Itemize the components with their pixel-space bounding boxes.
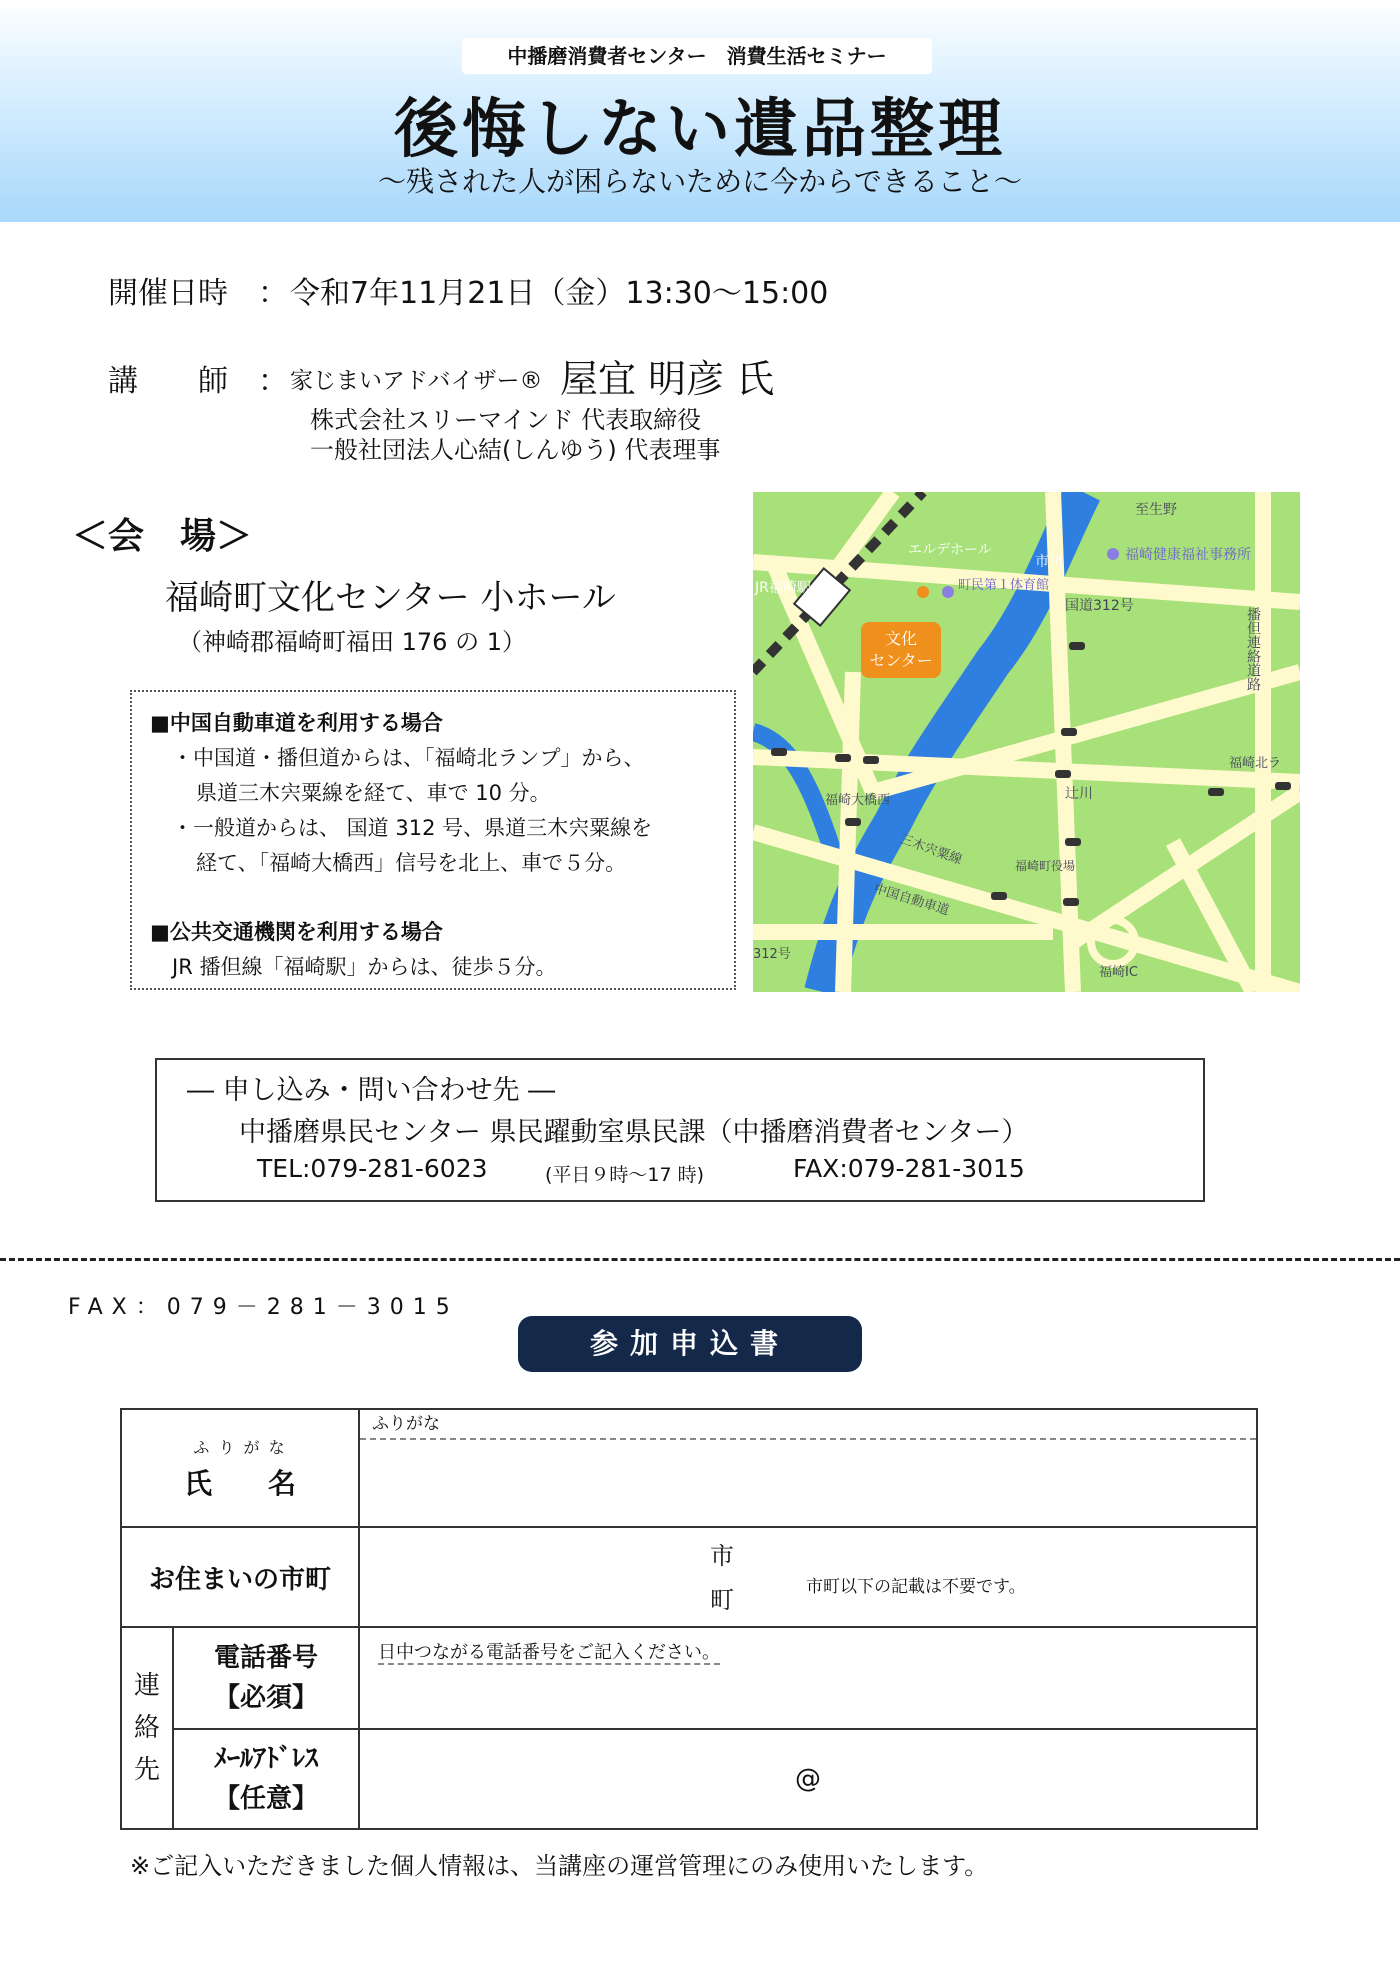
lecturer-name: 屋宜 明彦 氏 bbox=[560, 357, 775, 401]
map-label: 福崎北ラ bbox=[1229, 756, 1282, 771]
map-label-venue: センター bbox=[869, 651, 933, 670]
map-label: 国道312号 bbox=[1065, 598, 1134, 614]
page-subtitle: ～残された人が困らないために今からできること～ bbox=[378, 165, 1022, 198]
venue-map bbox=[753, 492, 1300, 992]
phone-field[interactable] bbox=[359, 1627, 1257, 1729]
map-label: 町民第１体育館 bbox=[958, 578, 1050, 593]
form-fax: FAX：079－281－3015 bbox=[68, 1295, 459, 1320]
furigana-field[interactable]: ふりがな bbox=[360, 1410, 1256, 1440]
organizer-tag: 中播磨消費者センター 消費生活セミナー bbox=[462, 38, 932, 74]
at-sign: @ bbox=[795, 1764, 821, 1794]
contact-org: 中播磨県民センター 県民躍動室県民課（中播磨消費者センター） bbox=[239, 1117, 1029, 1148]
page-title: 後悔しない遺品整理 bbox=[394, 93, 1006, 167]
contact-tel: TEL:079-281-6023 bbox=[257, 1154, 488, 1183]
map-label: 福崎大橋西 bbox=[825, 793, 891, 808]
name-label: 氏 名 bbox=[183, 1466, 296, 1500]
venue-heading: ＜会 場＞ bbox=[72, 516, 253, 557]
phone-required: 【必須】 bbox=[213, 1683, 318, 1713]
map-label: 三木宍粟線 bbox=[897, 831, 964, 868]
lecturer-title: 家じまいアドバイザー® bbox=[290, 368, 543, 394]
office-dot bbox=[1107, 548, 1119, 560]
privacy-note: ※ご記入いただきました個人情報は、当講座の運営管理にのみ使用いたします。 bbox=[130, 1852, 989, 1880]
contact-hours: (平日９時～17 時) bbox=[545, 1164, 705, 1186]
city-note: 市町以下の記載は不要です。 bbox=[806, 1577, 1026, 1597]
map-label: JR福崎駅 bbox=[755, 580, 811, 596]
map-label: 至生野 bbox=[1135, 502, 1177, 518]
city-field[interactable] bbox=[359, 1527, 1257, 1627]
venue-dot bbox=[917, 586, 929, 598]
name-label-cell bbox=[121, 1409, 359, 1527]
access-line: ・一般道からは、 国道 312 号、県道三木宍粟線を bbox=[172, 816, 653, 840]
contact-label-text: 連絡先 bbox=[133, 1671, 160, 1785]
mail-label-cell bbox=[173, 1729, 359, 1829]
map-label: 福崎健康福祉事務所 bbox=[1125, 547, 1251, 563]
gym-dot bbox=[942, 586, 954, 598]
map-label: 福崎IC bbox=[1099, 965, 1138, 980]
access-line: 経て、「福崎大橋西」信号を北上、車で５分。 bbox=[196, 851, 627, 875]
mail-label: ﾒｰﾙｱﾄﾞﾚｽ bbox=[213, 1744, 318, 1774]
phone-label: 電話番号 bbox=[213, 1643, 318, 1673]
access-line: 県道三木宍粟線を経て、車で 10 分。 bbox=[196, 781, 551, 805]
lecturer-role: 一般社団法人心結(しんゆう) 代表理事 bbox=[310, 436, 721, 464]
venue-address: （神崎郡福崎町福田 176 の 1） bbox=[178, 628, 526, 656]
city-label: お住まいの市町 bbox=[121, 1527, 359, 1627]
lecturer-label: 講 師 bbox=[108, 364, 228, 399]
map-label: 市川 bbox=[1035, 554, 1063, 570]
contact-label bbox=[121, 1627, 173, 1829]
access-transit-heading: ■公共交通機関を利用する場合 bbox=[150, 920, 443, 944]
city-shi: 市 bbox=[710, 1542, 734, 1570]
mail-optional: 【任意】 bbox=[213, 1784, 318, 1814]
colon: ： bbox=[258, 364, 288, 399]
map-label: 312号 bbox=[753, 947, 791, 962]
date-label: 開催日時 bbox=[108, 276, 228, 311]
name-field[interactable] bbox=[359, 1409, 1257, 1527]
lecturer-role: 株式会社スリーマインド 代表取締役 bbox=[310, 406, 702, 434]
phone-hint: 日中つながる電話番号をご記入ください。 bbox=[378, 1642, 720, 1663]
access-line: JR 播但線「福崎駅」からは、徒歩５分。 bbox=[172, 955, 557, 979]
colon: ： bbox=[258, 276, 288, 311]
contact-heading: ― 申し込み・問い合わせ先 ― bbox=[187, 1075, 556, 1106]
map-label: 播但連絡道路 bbox=[1245, 607, 1261, 691]
access-line: ・中国道・播但道からは、「福崎北ランプ」から、 bbox=[172, 746, 645, 770]
venue-name: 福崎町文化センター 小ホール bbox=[165, 578, 616, 618]
access-car-heading: ■中国自動車道を利用する場合 bbox=[150, 711, 443, 735]
map-label-venue: 文化 bbox=[884, 629, 918, 648]
cut-line bbox=[0, 1258, 1400, 1261]
city-cho: 町 bbox=[710, 1586, 734, 1614]
mail-field[interactable] bbox=[359, 1729, 1257, 1829]
phone-label-cell bbox=[173, 1627, 359, 1729]
date-value: 令和7年11月21日（金）13:30～15:00 bbox=[290, 276, 829, 311]
map-label: 辻川 bbox=[1065, 786, 1093, 802]
furigana-ruby: ふ り が な bbox=[193, 1437, 287, 1457]
map-label: 福崎町役場 bbox=[1015, 859, 1076, 873]
map-label: 中国自動車道 bbox=[871, 881, 951, 919]
form-title: 参加申込書 bbox=[518, 1316, 862, 1372]
application-form bbox=[120, 1408, 1258, 1830]
map-graphic bbox=[753, 492, 1300, 992]
map-label: エルデホール bbox=[908, 542, 992, 558]
contact-box bbox=[155, 1058, 1205, 1202]
contact-fax: FAX:079-281-3015 bbox=[793, 1154, 1025, 1183]
access-info bbox=[130, 690, 736, 990]
